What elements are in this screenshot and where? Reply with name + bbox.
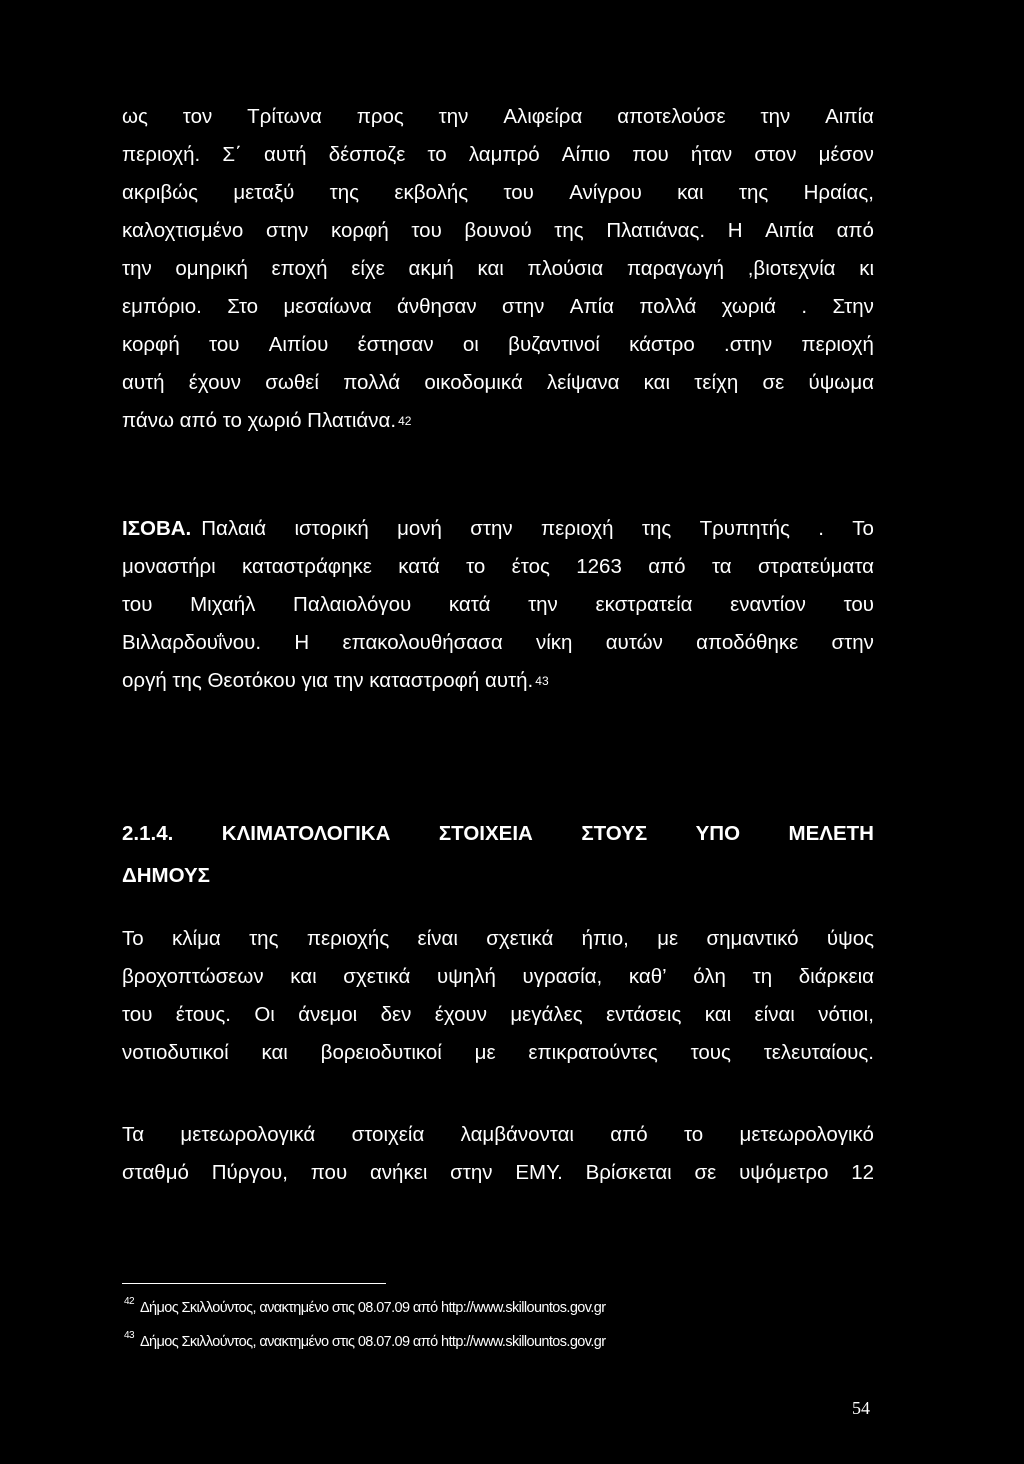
word: δεν [380,1003,412,1026]
word: εναντίον [730,593,806,616]
word: χωριά [721,295,776,318]
word: Το [852,517,874,540]
word: του [209,333,240,356]
word: είναι [417,927,458,950]
paragraph-climate [122,920,874,1072]
word: 1263 [576,555,622,578]
word: στον [754,143,797,166]
footnote-text: Δήμος Σκιλλούντος, ανακτημένο στις 08.07.09 από http://www.skillountos.gov.gr [139,1300,606,1316]
word: από [610,1123,648,1146]
word: Αιπία [765,219,814,242]
text-line [122,996,874,1034]
word: μετεωρολογικά [180,1123,316,1146]
text-line [122,174,874,212]
word: Απία [569,295,615,318]
word: σημαντικό [706,927,799,950]
word: Παλαιολόγου [293,593,412,616]
word: τον [182,105,213,128]
word: Ηραίας, [803,181,874,204]
text-line [122,326,874,364]
text-line [122,288,874,326]
word: την [438,105,469,128]
word: εκστρατεία [595,593,693,616]
word: μετεωρολογικό [739,1123,874,1146]
word: του [503,181,534,204]
text-line [122,402,874,440]
word: Το [122,927,144,950]
word: πολλά [343,371,401,394]
word: μεγάλες [510,1003,583,1026]
text-line [122,510,874,548]
word: εμπόριο. [122,295,202,318]
word: τελευταίους. [763,1041,874,1064]
word: Αιπία [825,105,874,128]
word: νότιοι, [818,1003,874,1026]
word: βυζαντινοί [508,333,600,356]
text-line-content: οργή της Θεοτόκου για την καταστροφή αυτή. [122,669,534,692]
word: Βρίσκεται [585,1161,672,1184]
word: μοναστήρι [122,555,216,578]
word: άνθησαν [396,295,477,318]
word: στην [470,517,513,540]
word: βορειοδυτικοί [320,1041,442,1064]
word: επικρατούντες [528,1041,658,1064]
word: άνεμοι [298,1003,358,1026]
text-line [122,1116,874,1154]
footnote-ref-43: 43 [535,674,549,688]
word: . [801,295,808,318]
word: ανήκει [369,1161,428,1184]
word: την [760,105,791,128]
word: υγρασία, [522,965,603,988]
word: Η [727,219,743,242]
word: ήπιο, [581,927,629,950]
word: Τρυπητής [699,517,790,540]
word: όλη [693,965,726,988]
word: Στο [227,295,259,318]
word: κατά [448,593,491,616]
word: που [632,143,669,166]
word: ακριβώς [122,181,198,204]
word: Τρίτωνα [247,105,322,128]
word: ιστορική [294,517,369,540]
word: Παλαιά [201,517,267,540]
word: στην [502,295,545,318]
word: ήταν [690,143,733,166]
word: αποδόθηκε [696,631,799,654]
word: Μιχαήλ [190,593,256,616]
text-line [122,364,874,402]
word: εντάσεις [606,1003,682,1026]
word: καθ’ [628,965,667,988]
word: Αίπιο [561,143,611,166]
word: ΜΕΛΕΤΗ [788,822,874,845]
word: σε [762,371,785,394]
word: ΕΜΥ. [515,1161,563,1184]
word: καταστράφηκε [242,555,372,578]
word: από [836,219,874,242]
word: αυτή [264,143,307,166]
word: με [474,1041,496,1064]
word: του [411,219,442,242]
text-line [122,958,874,996]
word: τους [690,1041,731,1064]
word: Σ΄ [222,143,242,166]
word: ΣΤΟΥΣ [581,822,648,845]
word: σε [694,1161,717,1184]
word: εποχή [271,257,328,280]
word: 2.1.4. [122,822,174,845]
word: Οι [254,1003,275,1026]
word: της [554,219,584,242]
word: .στην [724,333,773,356]
word: της [249,927,279,950]
text-line [122,98,874,136]
word: στην [450,1161,493,1184]
footnote-42 [122,1296,605,1316]
word: κορφή [122,333,180,356]
word: ,βιοτεχνία [747,257,836,280]
word: είχε [351,257,385,280]
word: και [704,1003,732,1026]
word: έχουν [188,371,241,394]
heading-text: ΔΗΜΟΥΣ [122,864,210,887]
text-line [122,920,874,958]
footnote-number: 43 [124,1330,134,1341]
text-line-content: πάνω από το χωριό Πλατιάνα. [122,409,397,432]
footnote-number: 42 [124,1296,134,1307]
section-heading [122,813,874,897]
word: έστησαν [357,333,434,356]
word: ως [122,105,148,128]
word: στην [831,631,874,654]
word: μέσον [818,143,874,166]
word: σχετικά [486,927,554,950]
word: 12 [851,1161,874,1184]
word: λείψανα [546,371,620,394]
word: το [684,1123,704,1146]
word: και [643,371,671,394]
word: ΥΠΟ [695,822,741,845]
word: ακμή [408,257,454,280]
word: περιοχή [801,333,874,356]
text-line [122,1154,874,1192]
word: λαμπρό [468,143,540,166]
word: το [466,555,486,578]
word: κατά [398,555,440,578]
heading-line [122,813,874,855]
text-line [122,250,874,288]
word: δέσποζε [328,143,406,166]
word: του [122,1003,153,1026]
word: διάρκεια [798,965,874,988]
word: πλούσια [527,257,604,280]
word: και [290,965,317,988]
word: ομηρική [175,257,248,280]
word: βουνού [464,219,532,242]
word: έτους. [175,1003,231,1026]
word: το [427,143,447,166]
paragraph-aipia [122,98,874,440]
word: Βιλλαρδουΐνου. [122,631,262,654]
word: σταθμό [122,1161,189,1184]
word: ύψος [826,927,874,950]
word: Η [294,631,310,654]
text-line [122,136,874,174]
text-line [122,624,874,662]
word: στρατεύματα [757,555,874,578]
word: τείχη [694,371,739,394]
word: την [528,593,558,616]
word: καλοχτισμένο [122,219,244,242]
word: στοιχεία [351,1123,425,1146]
word: Αλιφείρα [503,105,583,128]
word: περιοχή. [122,143,201,166]
isova-heading: ΙΣΟΒΑ. [122,517,192,540]
text-line [122,586,874,624]
word: Πύργου, [211,1161,288,1184]
word: κλίμα [172,927,221,950]
word: τα [711,555,732,578]
word: τη [752,965,773,988]
word: αυτών [605,631,663,654]
word: με [657,927,679,950]
word: έχουν [434,1003,487,1026]
word: Τα [122,1123,145,1146]
word: νίκη [535,631,573,654]
word: κι [859,257,874,280]
page-number: 54 [852,1398,870,1418]
word: του [843,593,874,616]
word: μονή [397,517,442,540]
text-line [122,212,874,250]
word: της [738,181,769,204]
word: σωθεί [265,371,319,394]
word: παραγωγή [626,257,725,280]
word: ΣΤΟΙΧΕΙΑ [438,822,533,845]
word: Αιπίου [268,333,329,356]
word: εκβολής [394,181,469,204]
word: του [122,593,153,616]
footnote-text: Δήμος Σκιλλούντος, ανακτημένο στις 08.07.09 από http://www.skillountos.gov.gr [139,1334,606,1350]
word: Ανίγρου [569,181,642,204]
word: λαμβάνονται [460,1123,574,1146]
word: κάστρο [629,333,695,356]
word: που [310,1161,348,1184]
word: της [641,517,672,540]
word: πολλά [639,295,697,318]
word: Στην [832,295,874,318]
word: προς [356,105,404,128]
word: οικοδομικά [424,371,523,394]
heading-line [122,855,874,897]
word: οι [462,333,479,356]
word: της [329,181,360,204]
word: περιοχής [306,927,390,950]
word: ύψωμα [808,371,874,394]
word: βροχοπτώσεων [122,965,264,988]
word: επακολουθήσασα [342,631,503,654]
word: . [818,517,824,540]
word: και [477,257,504,280]
text-line [122,1034,874,1072]
word: αυτή [122,371,165,394]
word: κορφή [330,219,389,242]
word: μεταξύ [233,181,295,204]
paragraph-meteo [122,1116,874,1192]
word: αποτελούσε [617,105,726,128]
word: νοτιοδυτικοί [122,1041,229,1064]
word: Πλατιάνας. [606,219,706,242]
word: από [648,555,686,578]
text-line [122,548,874,586]
word: περιοχή [541,517,614,540]
word: υψηλή [436,965,496,988]
text-line-content [201,510,874,548]
word: την [122,257,152,280]
word: και [261,1041,288,1064]
word: είναι [754,1003,795,1026]
word: σχετικά [343,965,411,988]
text-line [122,662,874,700]
word: υψόμετρο [739,1161,829,1184]
word: μεσαίωνα [283,295,372,318]
word: στην [265,219,309,242]
footnote-separator [122,1283,386,1284]
word: ΚΛΙΜΑΤΟΛΟΓΙΚΑ [221,822,391,845]
footnote-43 [122,1330,605,1350]
footnote-ref-42: 42 [398,414,412,428]
word: έτος [511,555,550,578]
paragraph-isova [122,510,874,700]
word: και [677,181,704,204]
